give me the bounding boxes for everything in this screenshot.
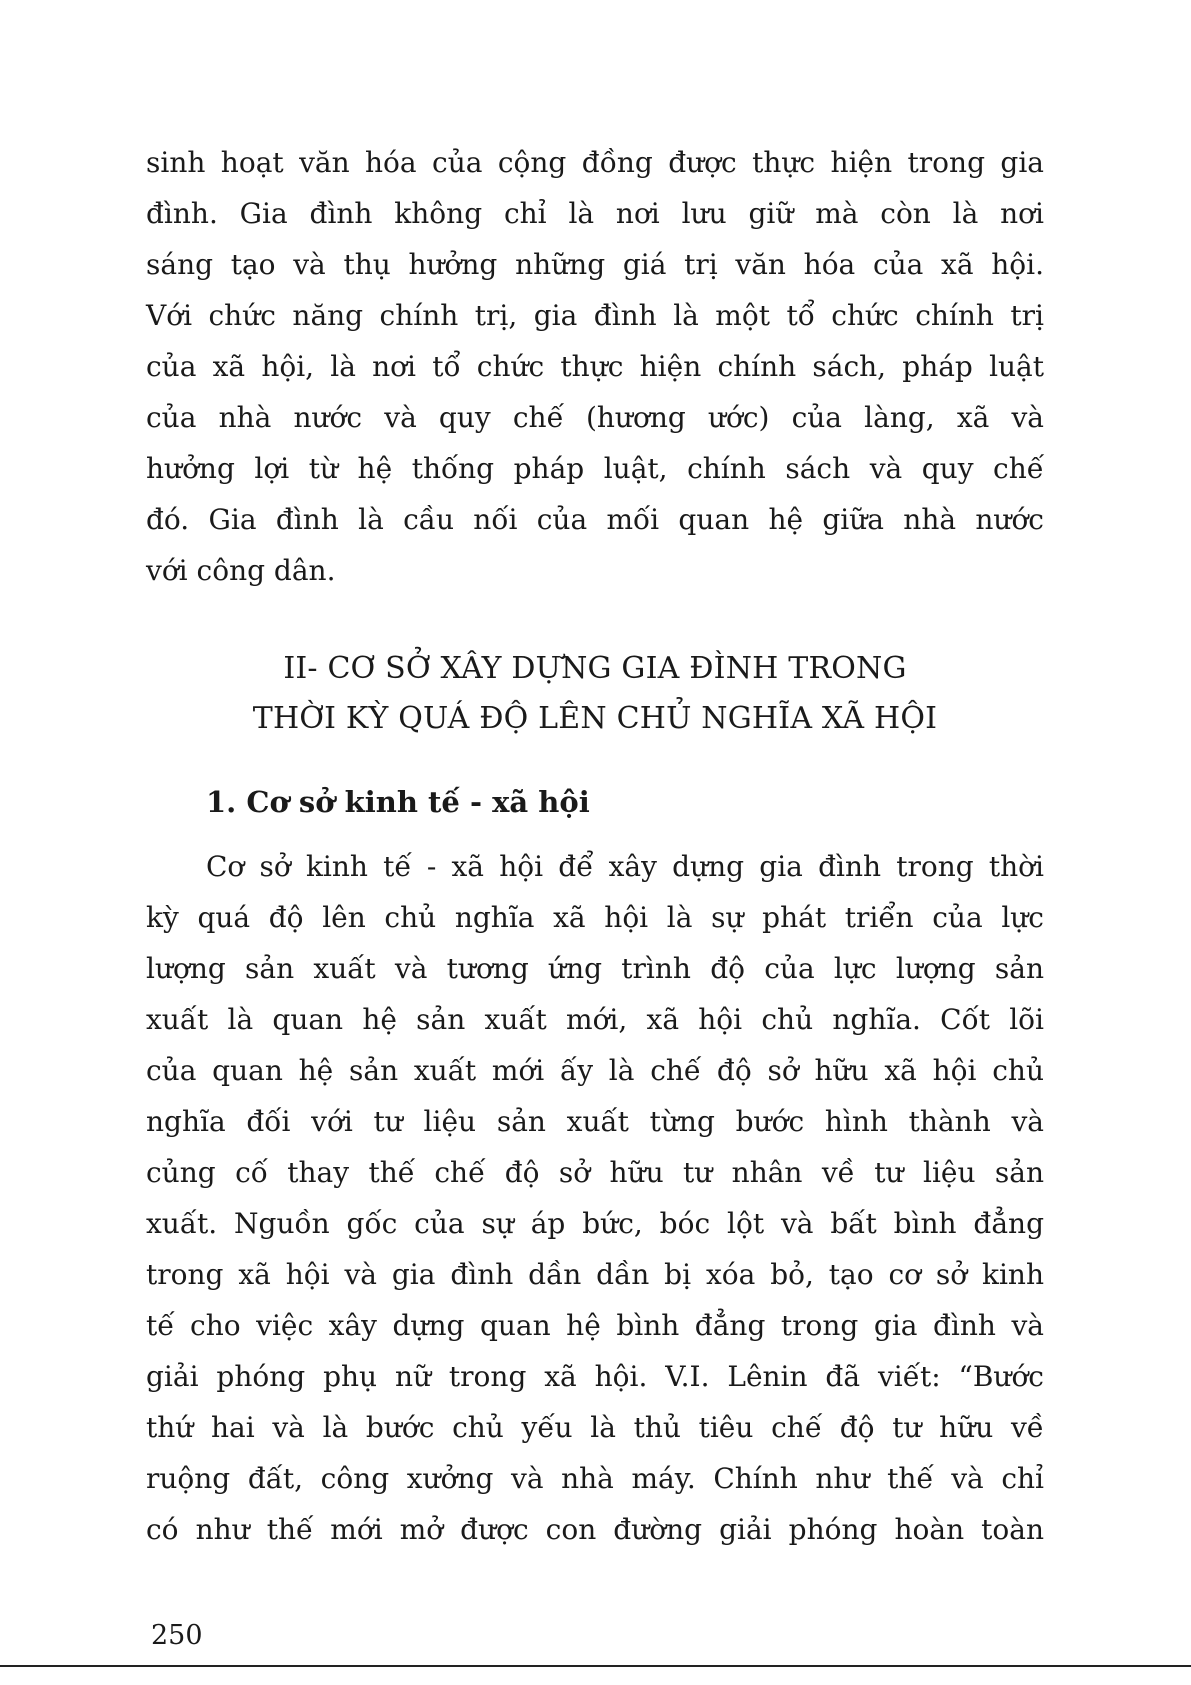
text-line: ruộng đất, công xưởng và nhà máy. Chính như thế và chỉ bbox=[146, 1462, 1044, 1495]
subsection-heading: 1. Cơ sở kinh tế - xã hội bbox=[206, 785, 590, 819]
text-line: củng cố thay thế chế độ sở hữu tư nhân về tư liệu sản bbox=[146, 1156, 1044, 1189]
text-line: thứ hai và là bước chủ yếu là thủ tiêu chế độ tư hữu về bbox=[146, 1411, 1044, 1444]
text-line: xuất là quan hệ sản xuất mới, xã hội chủ nghĩa. Cốt lõi bbox=[146, 1003, 1044, 1036]
text-line: có như thế mới mở được con đường giải phóng hoàn toàn bbox=[146, 1513, 1044, 1546]
text-line: trong xã hội và gia đình dần dần bị xóa bỏ, tạo cơ sở kinh bbox=[146, 1258, 1044, 1291]
text-line: đình. Gia đình không chỉ là nơi lưu giữ mà còn là nơi bbox=[146, 197, 1044, 230]
text-line: Với chức năng chính trị, gia đình là một tổ chức chính trị bbox=[146, 299, 1044, 332]
text-line: giải phóng phụ nữ trong xã hội. V.I. Lênin đã viết: “Bước bbox=[146, 1360, 1044, 1393]
text-line: sáng tạo và thụ hưởng những giá trị văn hóa của xã hội. bbox=[146, 248, 1044, 281]
bottom-rule bbox=[0, 1665, 1191, 1667]
page-number: 250 bbox=[151, 1620, 203, 1651]
text-line: Cơ sở kinh tế - xã hội để xây dựng gia đình trong thời bbox=[206, 850, 1044, 883]
paragraph-economic-basis bbox=[146, 841, 1044, 1555]
text-line: với công dân. bbox=[146, 554, 336, 587]
paragraph-family-functions bbox=[146, 137, 1044, 596]
text-line: đó. Gia đình là cầu nối của mối quan hệ giữa nhà nước bbox=[146, 503, 1044, 536]
text-line: sinh hoạt văn hóa của cộng đồng được thực hiện trong gia bbox=[146, 146, 1044, 179]
text-line: của nhà nước và quy chế (hương ước) của làng, xã và bbox=[146, 401, 1044, 434]
text-line: nghĩa đối với tư liệu sản xuất từng bước hình thành và bbox=[146, 1105, 1044, 1138]
text-line: lượng sản xuất và tương ứng trình độ của lực lượng sản bbox=[146, 952, 1044, 985]
text-line: hưởng lợi từ hệ thống pháp luật, chính sách và quy chế bbox=[146, 452, 1044, 485]
text-line: tế cho việc xây dựng quan hệ bình đẳng trong gia đình và bbox=[146, 1309, 1044, 1342]
text-line: kỳ quá độ lên chủ nghĩa xã hội là sự phát triển của lực bbox=[146, 901, 1044, 934]
section-heading-line-2: THỜI KỲ QUÁ ĐỘ LÊN CHỦ NGHĨA XÃ HỘI bbox=[252, 701, 938, 736]
text-line: của quan hệ sản xuất mới ấy là chế độ sở hữu xã hội chủ bbox=[146, 1054, 1044, 1087]
section-heading-line-1: II- CƠ SỞ XÂY DỰNG GIA ĐÌNH TRONG bbox=[283, 651, 907, 686]
text-line: xuất. Nguồn gốc của sự áp bức, bóc lột và bất bình đẳng bbox=[146, 1207, 1044, 1240]
text-line: của xã hội, là nơi tổ chức thực hiện chính sách, pháp luật bbox=[146, 350, 1044, 383]
